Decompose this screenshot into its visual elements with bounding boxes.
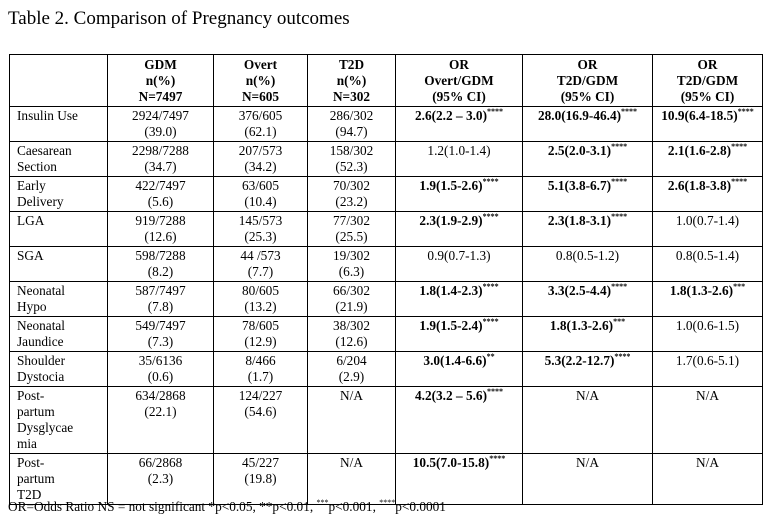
cell-line: (10.4) [244,194,277,209]
table-row [10,142,763,177]
cell-or-t2d-gdm [523,352,653,387]
cell-line: (12.6) [335,334,368,349]
row-label-line: Hypo [17,299,47,314]
odds-ratio-value: N/A [576,388,599,403]
cell-overt [214,352,308,387]
cell-or-overt-gdm [396,317,523,352]
cell-line: 77/302 [333,213,370,228]
row-label-line: T2D [17,487,42,502]
cell-line: 124/227 [238,388,283,403]
significance-marker: **** [482,282,499,291]
cell-overt [214,212,308,247]
cell-line: (52.3) [335,159,368,174]
odds-ratio-value: N/A [576,455,599,470]
cell-or-t2d-gdm-2 [653,142,763,177]
significance-marker: **** [731,142,748,151]
cell-line: (22.1) [144,404,177,419]
cell-line: 376/605 [238,108,283,123]
odds-ratio-value: 2.5(2.0-3.1) [547,143,612,158]
significance-marker: **** [611,177,628,186]
row-label [10,387,108,454]
header-or-overt-gdm [396,55,523,107]
significance-marker: **** [731,177,748,186]
cell-line: 35/6136 [138,353,183,368]
row-label-line: partum [17,471,55,486]
cell-t2d [308,212,396,247]
row-label [10,454,108,505]
row-label [10,177,108,212]
significance-marker: *** [316,498,329,507]
cell-line: 587/7497 [135,283,186,298]
cell-line: (12.9) [244,334,277,349]
significance-marker: **** [379,498,396,507]
row-label-line: Neonatal [17,318,65,333]
row-label-line: Post- [17,455,45,470]
row-label-line: Post- [17,388,45,403]
significance-marker: **** [614,352,631,361]
significance-marker: *** [733,282,746,291]
cell-or-t2d-gdm-2 [653,317,763,352]
cell-line: 919/7288 [135,213,186,228]
cell-overt [214,107,308,142]
table-row [10,387,763,454]
cell-or-overt-gdm [396,212,523,247]
odds-ratio-value: 28.0(16.9-46.4) [537,108,622,123]
cell-line: 2298/7288 [132,143,189,158]
odds-ratio-value: N/A [696,388,719,403]
table-body [10,107,763,505]
cell-gdm [108,352,214,387]
cell-line: N/A [340,455,363,470]
row-label-line: mia [17,436,37,451]
significance-marker: **** [482,212,499,221]
cell-line: 598/7288 [135,248,186,263]
cell-line: (94.7) [335,124,368,139]
cell-line: 63/605 [242,178,279,193]
cell-or-t2d-gdm-2 [653,352,763,387]
significance-marker: **** [611,282,628,291]
cell-or-overt-gdm [396,454,523,505]
header-line: (95% CI) [432,89,486,104]
cell-line: 145/573 [238,213,283,228]
cell-t2d [308,317,396,352]
cell-line: (34.7) [144,159,177,174]
odds-ratio-value: 1.9(1.5-2.6) [419,178,483,193]
cell-line: (21.9) [335,299,368,314]
significance-marker: **** [611,142,628,151]
odds-ratio-value: 2.3(1.9-2.9) [419,213,483,228]
odds-ratio-value: 0.8(0.5-1.4) [675,248,740,263]
cell-line: (7.3) [147,334,174,349]
cell-or-overt-gdm [396,387,523,454]
odds-ratio-value: 1.2(1.0-1.4) [427,143,491,158]
odds-ratio-value: 3.3(2.5-4.4) [547,283,612,298]
cell-line: 80/605 [242,283,279,298]
cell-gdm [108,212,214,247]
row-label-line: partum [17,404,55,419]
header-t2d [308,55,396,107]
cell-or-t2d-gdm [523,247,653,282]
cell-or-t2d-gdm-2 [653,454,763,505]
cell-t2d [308,107,396,142]
row-label-line: Early [17,178,46,193]
cell-line: (25.5) [335,229,368,244]
cell-line: 8/466 [245,353,276,368]
header-line: (95% CI) [680,89,735,104]
cell-or-t2d-gdm-2 [653,177,763,212]
odds-ratio-value: 2.3(1.8-3.1) [547,213,612,228]
odds-ratio-value: 1.7(0.6-5.1) [675,353,740,368]
cell-overt [214,454,308,505]
table-row [10,177,763,212]
cell-line: (23.2) [335,194,368,209]
odds-ratio-value: 1.8(1.3-2.6) [669,283,734,298]
header-line: n(%) [245,73,276,88]
cell-line: (62.1) [244,124,277,139]
cell-overt [214,142,308,177]
footnote [8,499,446,515]
cell-line: (25.3) [244,229,277,244]
significance-marker: **** [621,107,638,116]
cell-line: 634/2868 [135,388,186,403]
row-label-line: Insulin Use [17,108,78,123]
cell-line: (39.0) [144,124,177,139]
cell-line: 38/302 [333,318,370,333]
odds-ratio-value: 2.1(1.6-2.8) [667,143,732,158]
odds-ratio-value: 3.0(1.4-6.6) [423,353,487,368]
cell-line: 44 /573 [240,248,281,263]
cell-gdm [108,317,214,352]
cell-or-overt-gdm [396,247,523,282]
cell-line: 207/573 [238,143,283,158]
cell-or-t2d-gdm [523,317,653,352]
cell-gdm [108,247,214,282]
table-row [10,454,763,505]
cell-or-t2d-gdm-2 [653,107,763,142]
cell-line: N/A [340,388,363,403]
header-overt [214,55,308,107]
cell-t2d [308,352,396,387]
cell-or-t2d-gdm [523,142,653,177]
odds-ratio-value: 0.9(0.7-1.3) [427,248,491,263]
cell-line: 70/302 [333,178,370,193]
odds-ratio-value: 5.1(3.8-6.7) [547,178,612,193]
row-label [10,352,108,387]
cell-or-overt-gdm [396,142,523,177]
header-or-t2d-gdm-2 [653,55,763,107]
cell-or-overt-gdm [396,107,523,142]
significance-marker: **** [482,317,499,326]
header-line: N=7497 [138,89,183,104]
table-row [10,352,763,387]
cell-line: (7.8) [147,299,174,314]
header-line: OR [449,57,469,72]
row-label-line: Shoulder [17,353,66,368]
header-line: Overt/GDM [424,73,494,88]
cell-line: (5.6) [147,194,174,209]
header-line: N=605 [241,89,280,104]
header-gdm [108,55,214,107]
cell-line: (12.6) [144,229,177,244]
odds-ratio-value: N/A [696,455,719,470]
cell-gdm [108,387,214,454]
cell-or-t2d-gdm [523,282,653,317]
row-label-line: LGA [17,213,45,228]
footnote-text: OR=Odds Ratio NS = not significant *p<0.05, **p<0.01, [8,499,317,514]
row-label-line: Dystocia [17,369,65,384]
header-line: (95% CI) [560,89,615,104]
odds-ratio-value: 10.9(6.4-18.5) [661,108,738,123]
footnote-text: p<0.0001 [395,499,446,514]
significance-marker: **** [487,387,504,396]
cell-line: (34.2) [244,159,277,174]
odds-ratio-value: 1.8(1.4-2.3) [419,283,483,298]
header-line: Overt [243,57,278,72]
cell-or-overt-gdm [396,282,523,317]
cell-or-t2d-gdm-2 [653,247,763,282]
cell-or-t2d-gdm [523,212,653,247]
cell-t2d [308,454,396,505]
cell-line: (0.6) [147,369,174,384]
cell-overt [214,177,308,212]
cell-gdm [108,142,214,177]
significance-marker: **** [611,212,628,221]
header-line: T2D/GDM [556,73,619,88]
footnote-text: p<0.001, [328,499,380,514]
cell-line: (13.2) [244,299,277,314]
cell-gdm [108,177,214,212]
cell-t2d [308,282,396,317]
table-title: Table 2. Comparison of Pregnancy outcomes [8,8,350,29]
cell-gdm [108,454,214,505]
cell-line: (2.3) [147,471,174,486]
row-label [10,317,108,352]
cell-gdm [108,282,214,317]
row-label-line: Neonatal [17,283,65,298]
cell-line: (7.7) [247,264,274,279]
header-line: T2D [338,57,365,72]
significance-marker: *** [613,317,626,326]
cell-or-t2d-gdm [523,454,653,505]
cell-gdm [108,107,214,142]
odds-ratio-value: 2.6(2.2 – 3.0) [414,108,488,123]
row-label [10,247,108,282]
header-line: n(%) [145,73,176,88]
odds-ratio-value: 1.0(0.6-1.5) [675,318,740,333]
row-label-line: SGA [17,248,44,263]
cell-or-t2d-gdm-2 [653,212,763,247]
cell-line: 422/7497 [135,178,186,193]
row-label [10,142,108,177]
row-label [10,282,108,317]
cell-t2d [308,247,396,282]
odds-ratio-value: 0.8(0.5-1.2) [555,248,620,263]
cell-line: 2924/7497 [132,108,189,123]
cell-overt [214,282,308,317]
cell-line: (6.3) [338,264,365,279]
odds-ratio-value: 2.6(1.8-3.8) [667,178,732,193]
cell-line: 66/2868 [138,455,183,470]
cell-t2d [308,177,396,212]
significance-marker: **** [737,107,754,116]
header-line: GDM [144,57,177,72]
table-row [10,282,763,317]
significance-marker: ** [486,352,495,361]
cell-or-overt-gdm [396,177,523,212]
cell-line: (19.8) [244,471,277,486]
outcomes-table [9,54,763,505]
cell-line: (54.6) [244,404,277,419]
odds-ratio-value: 1.0(0.7-1.4) [675,213,740,228]
header-line: T2D/GDM [676,73,739,88]
cell-overt [214,387,308,454]
row-label-line: Dysglycae [17,420,74,435]
row-label-line: Delivery [17,194,64,209]
cell-or-overt-gdm [396,352,523,387]
table-row [10,317,763,352]
row-label-line: Section [17,159,57,174]
cell-line: 45/227 [242,455,279,470]
cell-or-t2d-gdm [523,387,653,454]
cell-line: 286/302 [329,108,374,123]
cell-or-t2d-gdm [523,177,653,212]
cell-line: 66/302 [333,283,370,298]
table-row [10,107,763,142]
row-label-line: Jaundice [17,334,64,349]
cell-or-t2d-gdm-2 [653,387,763,454]
odds-ratio-value: 1.8(1.3-2.6) [549,318,614,333]
cell-line: 158/302 [329,143,374,158]
row-label [10,107,108,142]
header-line: n(%) [336,73,367,88]
cell-line: (1.7) [247,369,274,384]
significance-marker: **** [487,107,504,116]
header-line: OR [577,57,598,72]
header-line: OR [697,57,718,72]
row-label-line: Caesarean [17,143,72,158]
cell-overt [214,247,308,282]
header-or-t2d-gdm [523,55,653,107]
table-row [10,247,763,282]
cell-t2d [308,142,396,177]
header-line: N=302 [332,89,371,104]
odds-ratio-value: 5.3(2.2-12.7) [544,353,615,368]
table-row [10,212,763,247]
cell-or-t2d-gdm-2 [653,282,763,317]
cell-line: (2.9) [338,369,365,384]
cell-line: (8.2) [147,264,174,279]
row-label [10,212,108,247]
cell-line: 78/605 [242,318,279,333]
header-blank [10,55,108,107]
cell-t2d [308,387,396,454]
odds-ratio-value: 1.9(1.5-2.4) [419,318,483,333]
significance-marker: **** [482,177,499,186]
cell-overt [214,317,308,352]
cell-or-t2d-gdm [523,107,653,142]
cell-line: 19/302 [333,248,370,263]
odds-ratio-value: 4.2(3.2 – 5.6) [414,388,488,403]
cell-line: 6/204 [336,353,367,368]
header-row [10,55,763,107]
cell-line: 549/7497 [135,318,186,333]
significance-marker: **** [489,454,506,463]
odds-ratio-value: 10.5(7.0-15.8) [412,455,490,470]
